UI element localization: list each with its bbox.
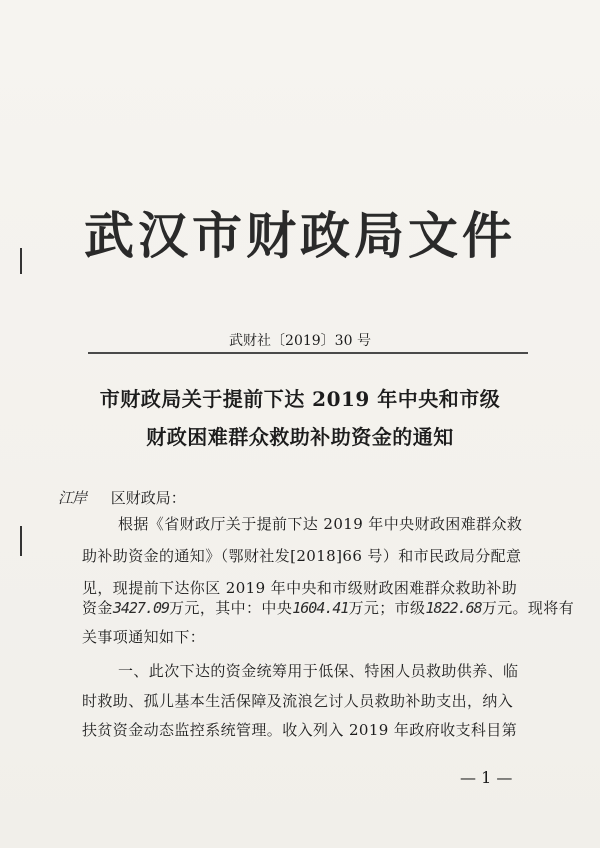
amounts-mid-2: 万元；市级 xyxy=(348,599,426,617)
amounts-suffix: 万元。现将有 xyxy=(481,599,575,617)
document-number: 武财社〔2019〕30 号 xyxy=(229,333,371,349)
addressee xyxy=(58,487,186,508)
issuer-heading: 武汉市财政局文件 xyxy=(84,207,516,265)
amounts-mid-1: 万元，其中：中央 xyxy=(169,599,293,617)
binding-mark-bottom xyxy=(20,526,22,556)
body-line: 时救助、孤儿基本生活保障及流浪乞讨人员救助补助支出，纳入 xyxy=(82,692,514,710)
addressee-text: 区财政局： xyxy=(110,489,186,507)
handwritten-central-amount: 1604.41 xyxy=(292,599,349,617)
amounts-prefix: 资金 xyxy=(82,599,113,617)
page-number: — 1 — xyxy=(460,768,513,787)
body-line-amounts xyxy=(82,597,574,618)
body-line: 一、此次下达的资金统筹用于低保、特困人员救助供养、临 xyxy=(118,662,519,680)
header-divider xyxy=(88,352,528,354)
notice-title-line-1: 市财政局关于提前下达 2019 年中央和市级 xyxy=(99,387,501,411)
handwritten-district: 江岸 xyxy=(58,489,87,507)
handwritten-total-amount: 3427.09 xyxy=(112,599,170,617)
handwritten-city-amount: 1822.68 xyxy=(425,599,482,617)
notice-title-line-2: 财政困难群众救助补助资金的通知 xyxy=(146,425,454,449)
body-line: 关事项通知如下： xyxy=(82,628,206,646)
body-line: 根据《省财政厅关于提前下达 2019 年中央财政困难群众救 xyxy=(118,515,523,533)
body-line: 助补助资金的通知》（鄂财社发[2018]66 号）和市民政局分配意 xyxy=(82,547,522,565)
body-line: 见，现提前下达你区 2019 年中央和市级财政困难群众救助补助 xyxy=(82,579,518,597)
body-line: 扶贫资金动态监控系统管理。收入列入 2019 年政府收支科目第 xyxy=(82,721,518,739)
